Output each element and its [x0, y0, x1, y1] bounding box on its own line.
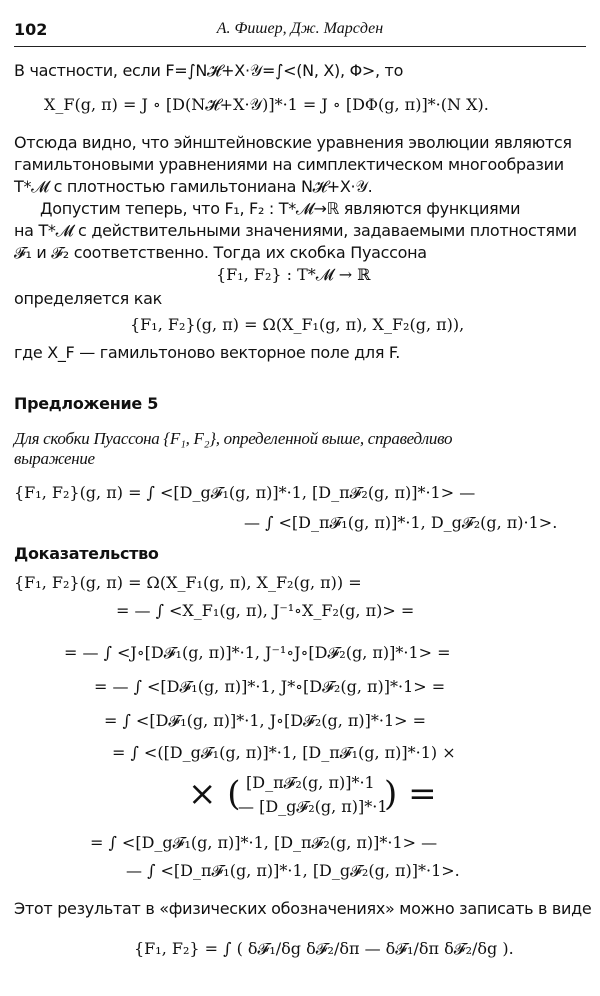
para1-line1: В частности, если F=∫N𝓗+X·𝒴=∫<(N, X), Φ>, то: [14, 61, 404, 80]
proof-line8: = ∫ <[D_g𝓕₁(g, π)]*·1, [D_π𝓕₂(g, π)]*·1> —: [90, 833, 438, 852]
page-number: 102: [14, 20, 48, 39]
proof-line5: = ∫ <[D𝓕₁(g, π)]*·1, J∘[D𝓕₂(g, π)]*·1> =: [104, 711, 427, 730]
closing-formula: {F₁, F₂} = ∫ ( δ𝓕₁/δg δ𝓕₂/δπ — δ𝓕₁/δπ δ𝓕₂/δg ).: [134, 939, 514, 958]
proposition-line1: Для скобки Пуассона {F₁, F₂}, определенной выше, справедливо: [14, 429, 453, 448]
formula-poisson-map: {F₁, F₂} : T*𝓜 → ℝ: [216, 265, 371, 284]
big-left-paren: × (: [188, 774, 241, 814]
proof-line9: — ∫ <[D_π𝓕₁(g, π)]*·1, [D_g𝓕₂(g, π)]*·1>.: [126, 861, 460, 880]
big-right-paren: ) =: [384, 774, 437, 814]
proof-line6: = ∫ <([D_g𝓕₁(g, π)]*·1, [D_π𝓕₁(g, π)]*·1) ×: [112, 743, 456, 762]
proposition-formula-b: — ∫ <[D_π𝓕₁(g, π)]*·1, D_g𝓕₂(g, π)·1>.: [244, 513, 558, 532]
proof-line3: = — ∫ <J∘[D𝓕₁(g, π)]*·1, J⁻¹∘J∘[D𝓕₂(g, π)]*·1> =: [64, 643, 451, 662]
para3-line5: где X_F — гамильтоново векторное поле для F.: [14, 343, 401, 362]
running-head: А. Фишер, Дж. Марсден: [216, 20, 384, 37]
para3-line2: на T*𝓜 с действительными значениями, задаваемыми плотностями: [14, 221, 577, 240]
proof-title: Доказательство: [14, 544, 159, 563]
page-header: [14, 16, 586, 47]
proposition-formula-a: {F₁, F₂}(g, π) = ∫ <[D_g𝓕₁(g, π)]*·1, [D_π𝓕₂(g, π)]*·1> —: [14, 483, 476, 502]
proposition-line2: выражение: [14, 449, 95, 468]
proposition-title: Предложение 5: [14, 394, 159, 413]
formula-poisson-def: {F₁, F₂}(g, π) = Ω(X_F₁(g, π), X_F₂(g, π)),: [130, 315, 465, 334]
proof-line1: {F₁, F₂}(g, π) = Ω(X_F₁(g, π), X_F₂(g, π)) =: [14, 573, 362, 592]
proof-line7b: — [D_g𝓕₂(g, π)]*·1: [238, 797, 388, 816]
proof-line4: = — ∫ <[D𝓕₁(g, π)]*·1, J*∘[D𝓕₂(g, π)]*·1> =: [94, 677, 446, 696]
para2-line2: гамильтоновыми уравнениями на симплектическом многообразии: [14, 155, 564, 174]
proof-line2: = — ∫ <X_F₁(g, π), J⁻¹∘X_F₂(g, π)> =: [116, 601, 415, 620]
closing-line1: Этот результат в «физических обозначениях» можно записать в виде: [14, 899, 592, 918]
formula-hamiltonian-vector-field: X_F(g, π) = J ∘ [D(N𝓗+X·𝒴)]*·1 = J ∘ [DΦ(g, π)]*·(N X).: [44, 95, 489, 114]
proof-line7a: [D_π𝓕₂(g, π)]*·1: [246, 773, 375, 792]
para2-line1: Отсюда видно, что эйнштейновские уравнения эволюции являются: [14, 133, 572, 152]
para2-line3: T*𝓜 с плотностью гамильтониана N𝓗+X·𝒴.: [14, 177, 373, 196]
para3-line4: определяется как: [14, 289, 163, 308]
para3-line1: Допустим теперь, что F₁, F₂ : T*𝓜→ℝ являются функциями: [40, 199, 521, 218]
para3-line3: 𝓕₁ и 𝓕₂ соответственно. Тогда их скобка Пуассона: [14, 243, 427, 262]
